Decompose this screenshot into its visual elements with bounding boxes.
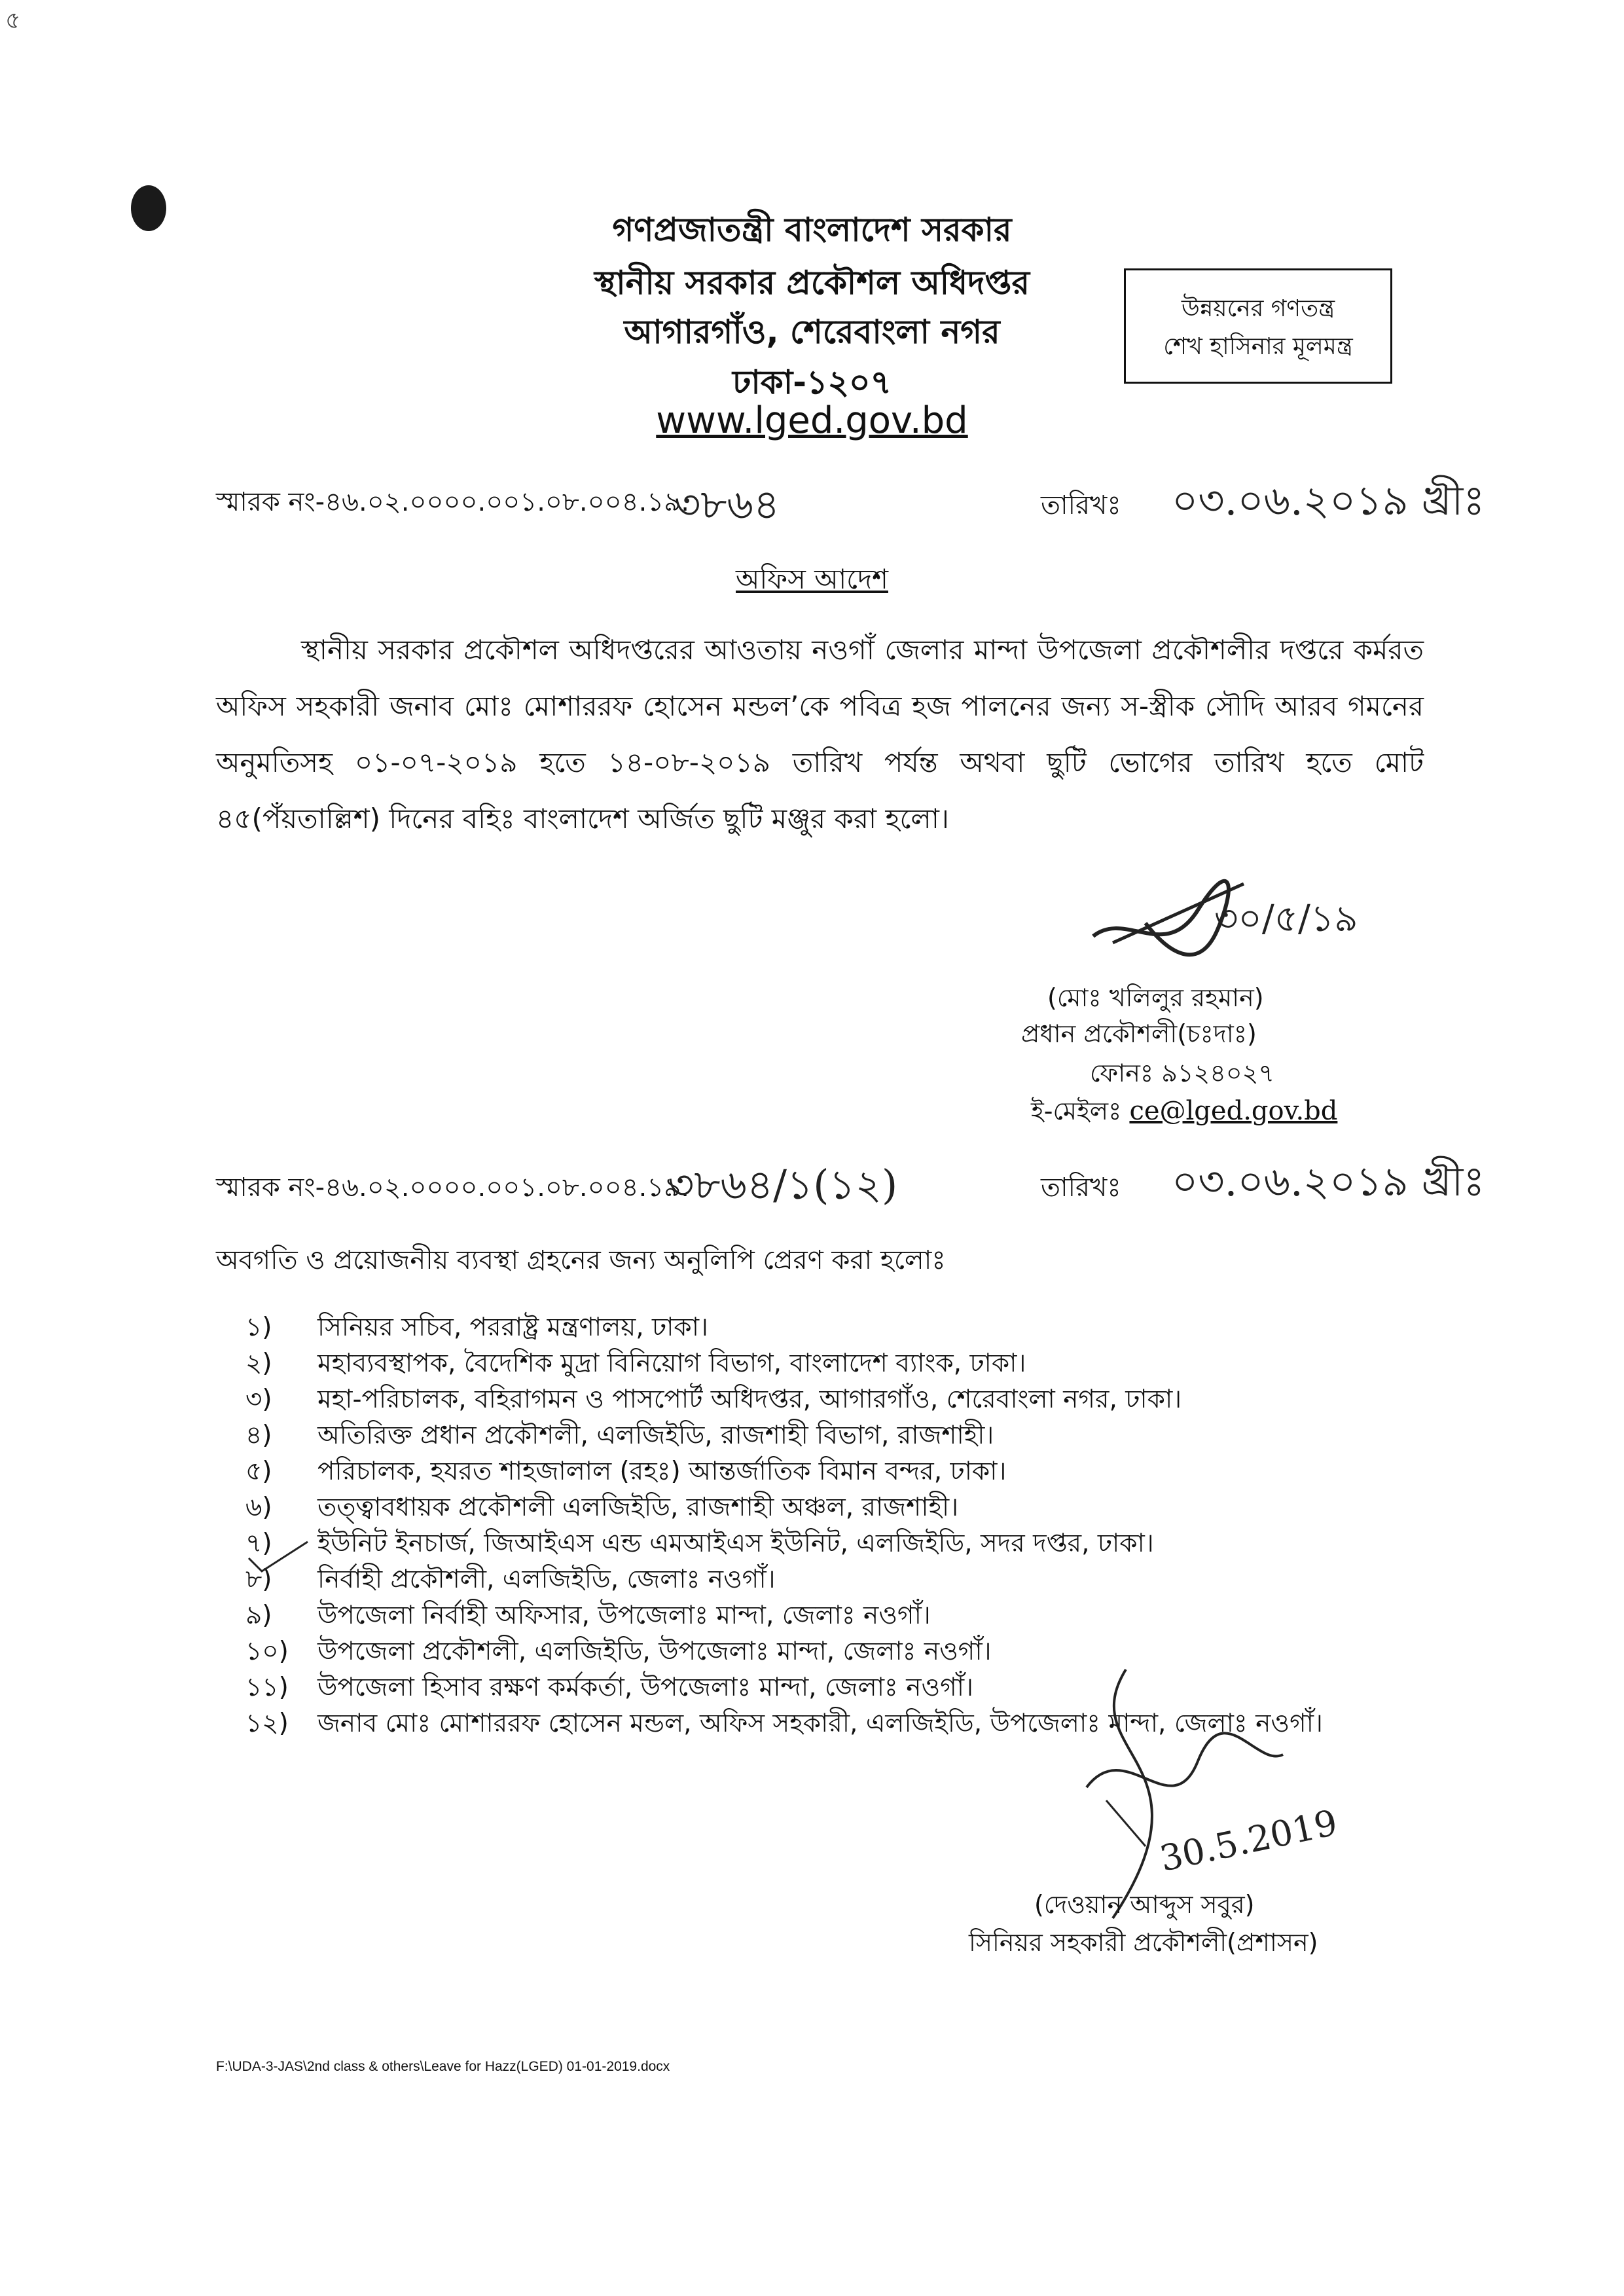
- memo-reference-1: স্মারক নং-৪৬.০২.০০০০.০০১.০৮.০০৪.১৯.: [216, 487, 689, 517]
- header-department: স্থানীয় সরকার প্রকৌশল অধিদপ্তর: [594, 264, 1030, 302]
- signatory-1-email[interactable]: ce@lged.gov.bd: [1129, 1096, 1338, 1126]
- page-number-mark: ৫: [5, 7, 21, 34]
- memo-number-handwritten-1: ৩৮৬৪: [674, 481, 780, 528]
- date-label-2: তারিখঃ: [1041, 1173, 1121, 1203]
- copy-recipient-text: তত্ত্বাবধায়ক প্রকৌশলী এলজিইডি, রাজশাহী অঞ্চল, রাজশাহী।: [317, 1493, 959, 1522]
- memo-number-handwritten-2: ৩৮৬৪/১(১২): [668, 1161, 898, 1209]
- copy-recipient-number: ১০): [245, 1637, 289, 1666]
- office-order-title: অফিস আদেশ: [736, 563, 888, 595]
- header-city: ঢাকা-১২০৭: [732, 363, 892, 401]
- motto-box: [1124, 268, 1392, 384]
- copy-recipient-number: ১১): [245, 1673, 289, 1702]
- memo-reference-2: স্মারক নং-৪৬.০২.০০০০.০০১.০৮.০০৪.১৯.: [216, 1173, 689, 1203]
- tick-mark-icon: [245, 1539, 311, 1578]
- copy-recipient-text: মহা-পরিচালক, বহিরাগমন ও পাসপোর্ট অধিদপ্তর, আগারগাঁও, শেরেবাংলা নগর, ঢাকা।: [317, 1385, 1182, 1414]
- copy-recipient-number: ৮): [245, 1565, 272, 1594]
- date-handwritten-2: ০৩.০৬.২০১৯ খ্রীঃ: [1172, 1157, 1485, 1205]
- header-address: আগারগাঁও, শেরেবাংলা নগর: [624, 313, 1000, 351]
- motto-line-1: উন্নয়নের গণতন্ত্র: [1181, 295, 1335, 322]
- copy-recipient-number: ৭): [245, 1529, 272, 1558]
- copy-recipient-text: মহাব্যবস্থাপক, বৈদেশিক মুদ্রা বিনিয়োগ বিভাগ, বাংলাদেশ ব্যাংক, ঢাকা।: [317, 1349, 1026, 1378]
- copy-recipient-item: [245, 1345, 1323, 1381]
- signatory-1-name: (মোঃ খলিলুর রহমান): [1047, 983, 1264, 1012]
- copy-recipient-text: অতিরিক্ত প্রধান প্রকৌশলী, এলজিইডি, রাজশাহী বিভাগ, রাজশাহী।: [317, 1421, 994, 1450]
- signatory-2-name: (দেওয়ান আব্দুস সবুর): [1034, 1890, 1255, 1919]
- email-label: ই-মেইলঃ: [1031, 1097, 1122, 1125]
- header-website-link[interactable]: www.lged.gov.bd: [656, 399, 968, 442]
- copy-recipient-text: উপজেলা নির্বাহী অফিসার, উপজেলাঃ মান্দা, জেলাঃ নওগাঁ।: [317, 1601, 931, 1630]
- signatory-1-designation: প্রধান প্রকৌশলী(চঃদাঃ): [1021, 1019, 1257, 1048]
- copy-recipient-item: [245, 1453, 1323, 1489]
- copy-recipient-text: জনাব মোঃ মোশাররফ হোসেন মন্ডল, অফিস সহকারী, এলজিইডি, উপজেলাঃ মান্দা, জেলাঃ নওগাঁ।: [317, 1709, 1323, 1738]
- date-handwritten-1: ০৩.০৬.২০১৯ খ্রীঃ: [1172, 477, 1485, 524]
- header-government: গণপ্রজাতন্ত্রী বাংলাদেশ সরকার: [612, 211, 1012, 249]
- file-path-footer: F:\UDA-3-JAS\2nd class & others\Leave for Hazz(LGED) 01-01-2019.docx: [216, 2059, 670, 2074]
- copy-recipient-text: সিনিয়র সচিব, পররাষ্ট্র মন্ত্রণালয়, ঢাকা।: [317, 1313, 708, 1342]
- copy-recipient-text: ইউনিট ইনচার্জ, জিআইএস এন্ড এমআইএস ইউনিট, এলজিইডি, সদর দপ্তর, ঢাকা।: [317, 1529, 1154, 1558]
- signature-2-date: 30.5.2019: [1156, 1802, 1341, 1880]
- copy-recipient-item: [245, 1381, 1323, 1417]
- copy-recipient-text: উপজেলা প্রকৌশলী, এলজিইডি, উপজেলাঃ মান্দা, জেলাঃ নওগাঁ।: [317, 1637, 992, 1666]
- date-label-1: তারিখঃ: [1041, 490, 1121, 520]
- copy-recipient-number: ৫): [245, 1457, 272, 1486]
- copy-recipient-item: [245, 1417, 1323, 1453]
- copy-recipient-number: ৩): [245, 1385, 272, 1414]
- copy-recipient-item: [245, 1561, 1323, 1597]
- copy-recipient-text: উপজেলা হিসাব রক্ষণ কর্মকর্তা, উপজেলাঃ মান্দা, জেলাঃ নওগাঁ।: [317, 1673, 974, 1702]
- copy-recipient-item: [245, 1597, 1323, 1633]
- office-order-body: স্থানীয় সরকার প্রকৌশল অধিদপ্তরের আওতায় নওগাঁ জেলার মান্দা উপজেলা প্রকৌশলীর দপ্তরে কর্মরত অফিস সহকারী জনাব মোঃ মোশাররফ হোসেন মন্ডল’কে পবিত্র হজ পালনের জন্য স-স্ত্রীক সৌদি আরব গমনের অনুমতিসহ ০১-০৭-২০১৯ হতে ১৪-০৮-২০১৯ তারিখ পর্যন্ত অথবা ছুটি ভোগের তারিখ হতে মোট ৪৫(পঁয়তাল্লিশ) দিনের বহিঃ বাংলাদেশ অর্জিত ছুটি মঞ্জুর করা হলো।: [216, 634, 1424, 835]
- signatory-1-email-line: [1031, 1092, 1337, 1134]
- copy-recipient-item: [245, 1309, 1323, 1345]
- copy-recipient-number: ১২): [245, 1709, 289, 1738]
- copy-recipient-number: ১): [245, 1313, 272, 1342]
- copy-recipient-text: পরিচালক, হযরত শাহজালাল (রহঃ) আন্তর্জাতিক বিমান বন্দর, ঢাকা।: [317, 1457, 1007, 1486]
- copy-distribution-intro: অবগতি ও প্রয়োজনীয় ব্যবস্থা গ্রহনের জন্য অনুলিপি প্রেরণ করা হলোঃ: [216, 1245, 946, 1275]
- signatory-2-designation: সিনিয়র সহকারী প্রকৌশলী(প্রশাসন): [969, 1928, 1318, 1957]
- signature-1-date: ৩০/৫/১৯: [1214, 898, 1358, 940]
- signatory-1-phone: ফোনঃ ৯১২৪০২৭: [1090, 1059, 1275, 1087]
- copy-recipient-item: [245, 1489, 1323, 1525]
- copy-recipient-text: নির্বাহী প্রকৌশলী, এলজিইডি, জেলাঃ নওগাঁ।: [317, 1565, 776, 1594]
- copy-recipient-number: ৬): [245, 1493, 272, 1522]
- copy-recipient-item: [245, 1525, 1323, 1561]
- motto-line-2: শেখ হাসিনার মূলমন্ত্র: [1163, 333, 1353, 360]
- copy-recipient-number: ২): [245, 1349, 272, 1378]
- copy-recipient-number: ৪): [245, 1421, 272, 1450]
- copy-recipient-number: ৯): [245, 1601, 272, 1630]
